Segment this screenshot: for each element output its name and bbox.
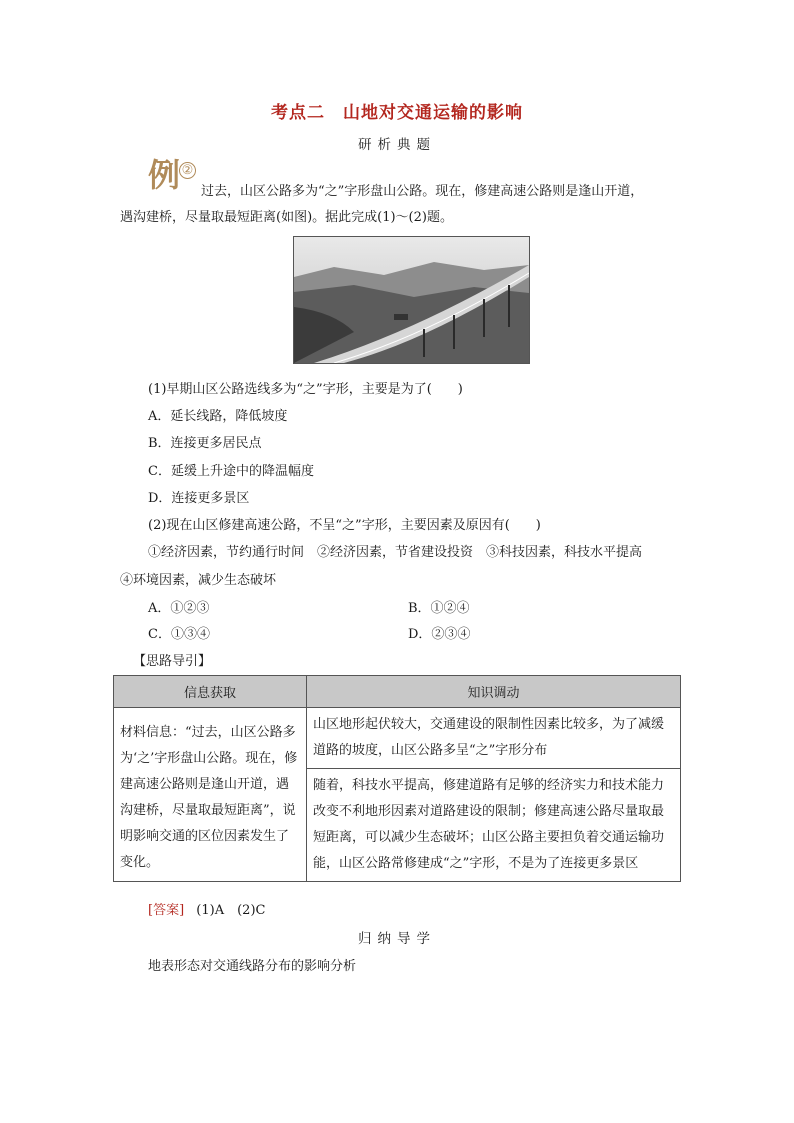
highway-photo (293, 236, 530, 364)
example-stem-line2: 遇沟建桥，尽量取最短距离(如图)。据此完成(1)～(2)题。 (120, 210, 453, 225)
guide-header-row (114, 676, 681, 708)
answer-label: [答案] (148, 903, 185, 918)
q1-option-d: D．连接更多景区 (148, 491, 250, 506)
q2-choices-line1: ①经济因素，节约通行时间 ②经济因素，节省建设投资 ③科技因素，科技水平提高 (148, 545, 643, 560)
guide-info-cell: 材料信息：“过去，山区公路多为‘之’字形盘山公路。现在，修建高速公路则是逢山开道，遇沟建桥，尽量取最短距离”，说明影响交通的区位因素发生了变化。 (114, 708, 307, 882)
q1-option-b: B．连接更多居民点 (148, 436, 262, 451)
page-title: 考点二 山地对交通运输的影响 (271, 103, 523, 123)
section2-title: 归纳导学 (358, 931, 436, 947)
q1-option-c: C．延缓上升途中的降温幅度 (148, 464, 314, 479)
example-label: 例 (148, 156, 181, 194)
guide-heading: 【思路导引】 (133, 654, 212, 669)
col-header-info: 信息获取 (114, 676, 307, 708)
q1-stem: (1)早期山区公路选线多为“之”字形，主要是为了( ) (148, 382, 463, 397)
example-stem-line1: 过去，山区公路多为“之”字形盘山公路。现在，修建高速公路则是逢山开道， (201, 184, 644, 199)
section-subtitle: 研析典题 (358, 137, 436, 153)
q2-stem: (2)现在山区修建高速公路，不呈“之”字形，主要因素及原因有( ) (148, 518, 541, 533)
col-header-knowledge: 知识调动 (307, 676, 681, 708)
q2-option-a: A．①②③ (148, 601, 210, 616)
section2-line: 地表形态对交通线路分布的影响分析 (148, 959, 357, 974)
q2-option-c: C．①③④ (148, 627, 210, 642)
guide-row (114, 708, 681, 769)
q2-option-b: B．①②④ (408, 601, 470, 616)
guide-knowledge-cell-1: 山区地形起伏较大，交通建设的限制性因素比较多，为了减缓道路的坡度，山区公路多呈“之”字形分布 (307, 708, 681, 769)
answer-text: (1)A (2)C (196, 903, 266, 918)
answer-line (148, 899, 265, 918)
example-number: ② (179, 162, 196, 179)
highway-illustration (294, 237, 529, 363)
guide-knowledge-cell-2: 随着，科技水平提高，修建道路有足够的经济实力和技术能力改变不利地形因素对道路建设的限制；修建高速公路尽量取最短距离，可以减少生态破坏；山区公路主要担负着交通运输功能，山区公路常修建成“之”字形，不是为了连接更多景区 (307, 769, 681, 882)
q1-option-a: A．延长线路，降低坡度 (148, 409, 288, 424)
guide-table (113, 675, 681, 882)
q2-option-d: D．②③④ (408, 627, 471, 642)
q2-choices-line2: ④环境因素，减少生态破坏 (120, 573, 277, 588)
